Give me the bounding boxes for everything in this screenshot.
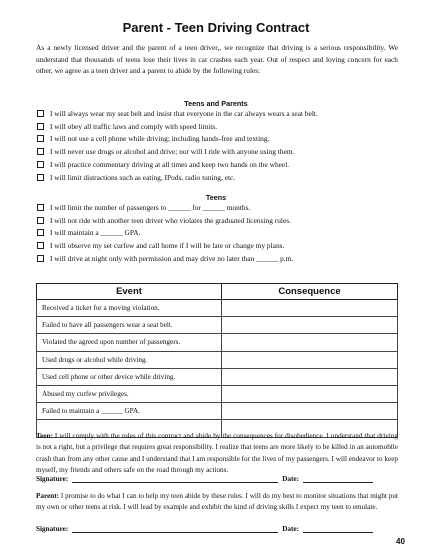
parent-statement bbox=[36, 491, 398, 514]
consequence-cell[interactable] bbox=[222, 403, 398, 420]
parent-signature-line bbox=[36, 524, 398, 533]
rules-list-teens-and-parents bbox=[37, 107, 397, 184]
table-row bbox=[37, 385, 398, 402]
rule-item bbox=[37, 158, 397, 171]
event-cell: Used cell phone or other device while driving. bbox=[37, 368, 222, 385]
rule-item bbox=[37, 145, 397, 158]
teen-date-field[interactable] bbox=[303, 474, 373, 483]
rule-text: I will limit distractions such as eating, IPods, radio tuning, etc. bbox=[50, 172, 236, 182]
rule-item bbox=[37, 107, 397, 120]
parent-signature-label: Signature: bbox=[36, 525, 69, 533]
teen-signature-field[interactable] bbox=[72, 474, 278, 483]
rule-text: I will observe my set curfew and call home if I will be late or change my plans. bbox=[50, 241, 285, 251]
teen-signature-label: Signature: bbox=[36, 475, 69, 483]
table-row bbox=[37, 368, 398, 385]
checkbox[interactable] bbox=[37, 174, 44, 181]
checkbox[interactable] bbox=[37, 123, 44, 130]
consequence-cell[interactable] bbox=[222, 317, 398, 334]
section-heading-teens-and-parents: Teens and Parents bbox=[184, 99, 248, 108]
rule-item bbox=[37, 133, 397, 146]
intro-paragraph: As a newly licensed driver and the parent of a teen driver,, we recognize that driving is a serious responsibility. We understand that thousands of teens lose their lives in car crashes each year. Out of respect and loving concern for each other, we agree as a teen driver and a parent to abide by the following rules: bbox=[36, 43, 398, 76]
rule-text: I will drive at night only with permission and may drive no later than ______ p.m. bbox=[50, 254, 294, 264]
consequence-cell[interactable] bbox=[222, 385, 398, 402]
event-cell: Failed to have all passengers wear a seat belt. bbox=[37, 317, 222, 334]
table-row bbox=[37, 334, 398, 351]
checkbox[interactable] bbox=[37, 217, 44, 224]
checkbox[interactable] bbox=[37, 204, 44, 211]
rule-text: I will obey all traffic laws and comply with speed limits. bbox=[50, 121, 218, 131]
section-heading-teens: Teens bbox=[205, 193, 227, 202]
consequence-cell[interactable] bbox=[222, 300, 398, 317]
teen-statement bbox=[36, 431, 398, 476]
event-column-header: Event bbox=[37, 284, 222, 300]
checkbox[interactable] bbox=[37, 148, 44, 155]
parent-date-label: Date: bbox=[282, 525, 299, 533]
rule-item bbox=[37, 171, 397, 184]
teen-label: Teen: bbox=[36, 432, 53, 440]
parent-statement-text: I promise to do what I can to help my teen abide by these rules. I will do my best to monitor situations that might put my own or other teens at risk. I will lead by example and exhibit the kind of driving skills I expect my teen to emulate. bbox=[36, 492, 398, 512]
teen-statement-text: I will comply with the rules of this contract and abide by the consequences for disobedience. I understand that driving is not a right, but a privilege that requires great responsibility. I realize that teens are more likely to be killed in an automobile crash than from any other cause and I understand that I am responsible for the lives of my passengers. I will endeavor to keep myself, my friends and others safe on the road through my actions. bbox=[36, 432, 398, 474]
consequence-column-header: Consequence bbox=[222, 284, 398, 300]
checkbox[interactable] bbox=[37, 161, 44, 168]
parent-date-field[interactable] bbox=[303, 524, 373, 533]
rule-text: I will never use drugs or alcohol and drive; nor will I ride with anyone using them. bbox=[50, 147, 295, 157]
consequence-cell[interactable] bbox=[222, 351, 398, 368]
page-number: 40 bbox=[396, 537, 405, 546]
consequence-cell[interactable] bbox=[222, 368, 398, 385]
event-cell: Failed to maintain a ______ GPA. bbox=[37, 403, 222, 420]
rules-list-teens bbox=[37, 201, 397, 265]
rule-item bbox=[37, 120, 397, 133]
rule-item bbox=[37, 252, 397, 265]
parent-label: Parent: bbox=[36, 492, 60, 500]
rule-text: I will not ride with another teen driver who violates the graduated licensing rules. bbox=[50, 215, 291, 225]
rule-text: I will practice commentary driving at all times and keep two hands on the wheel. bbox=[50, 160, 290, 170]
rule-item bbox=[37, 227, 397, 240]
rule-text: I will always wear my seat belt and insist that everyone in the car always wears a seat belt. bbox=[50, 108, 318, 118]
consequence-table bbox=[36, 283, 398, 438]
rule-item bbox=[37, 214, 397, 227]
event-cell: Used drugs or alcohol while driving. bbox=[37, 351, 222, 368]
checkbox[interactable] bbox=[37, 242, 44, 249]
page-title: Parent - Teen Driving Contract bbox=[122, 20, 310, 35]
event-cell: Received a ticket for a moving violation. bbox=[37, 300, 222, 317]
checkbox[interactable] bbox=[37, 135, 44, 142]
table-row bbox=[37, 351, 398, 368]
consequence-cell[interactable] bbox=[222, 334, 398, 351]
event-cell: Abused my curfew privileges. bbox=[37, 385, 222, 402]
teen-date-label: Date: bbox=[282, 475, 299, 483]
rule-item bbox=[37, 201, 397, 214]
parent-signature-field[interactable] bbox=[72, 524, 278, 533]
rule-text: I will not use a cell phone while driving; including hands-free and texting. bbox=[50, 134, 270, 144]
teen-signature-line bbox=[36, 474, 398, 483]
table-row bbox=[37, 317, 398, 334]
rule-text: I will limit the number of passengers to ______ for ______ months. bbox=[50, 202, 251, 212]
checkbox[interactable] bbox=[37, 110, 44, 117]
event-cell: Violated the agreed upon number of passengers. bbox=[37, 334, 222, 351]
rule-item bbox=[37, 239, 397, 252]
table-header-row bbox=[37, 284, 398, 300]
checkbox[interactable] bbox=[37, 229, 44, 236]
table-row bbox=[37, 403, 398, 420]
rule-text: I will maintain a ______ GPA. bbox=[50, 228, 141, 238]
checkbox[interactable] bbox=[37, 255, 44, 262]
table-row bbox=[37, 300, 398, 317]
